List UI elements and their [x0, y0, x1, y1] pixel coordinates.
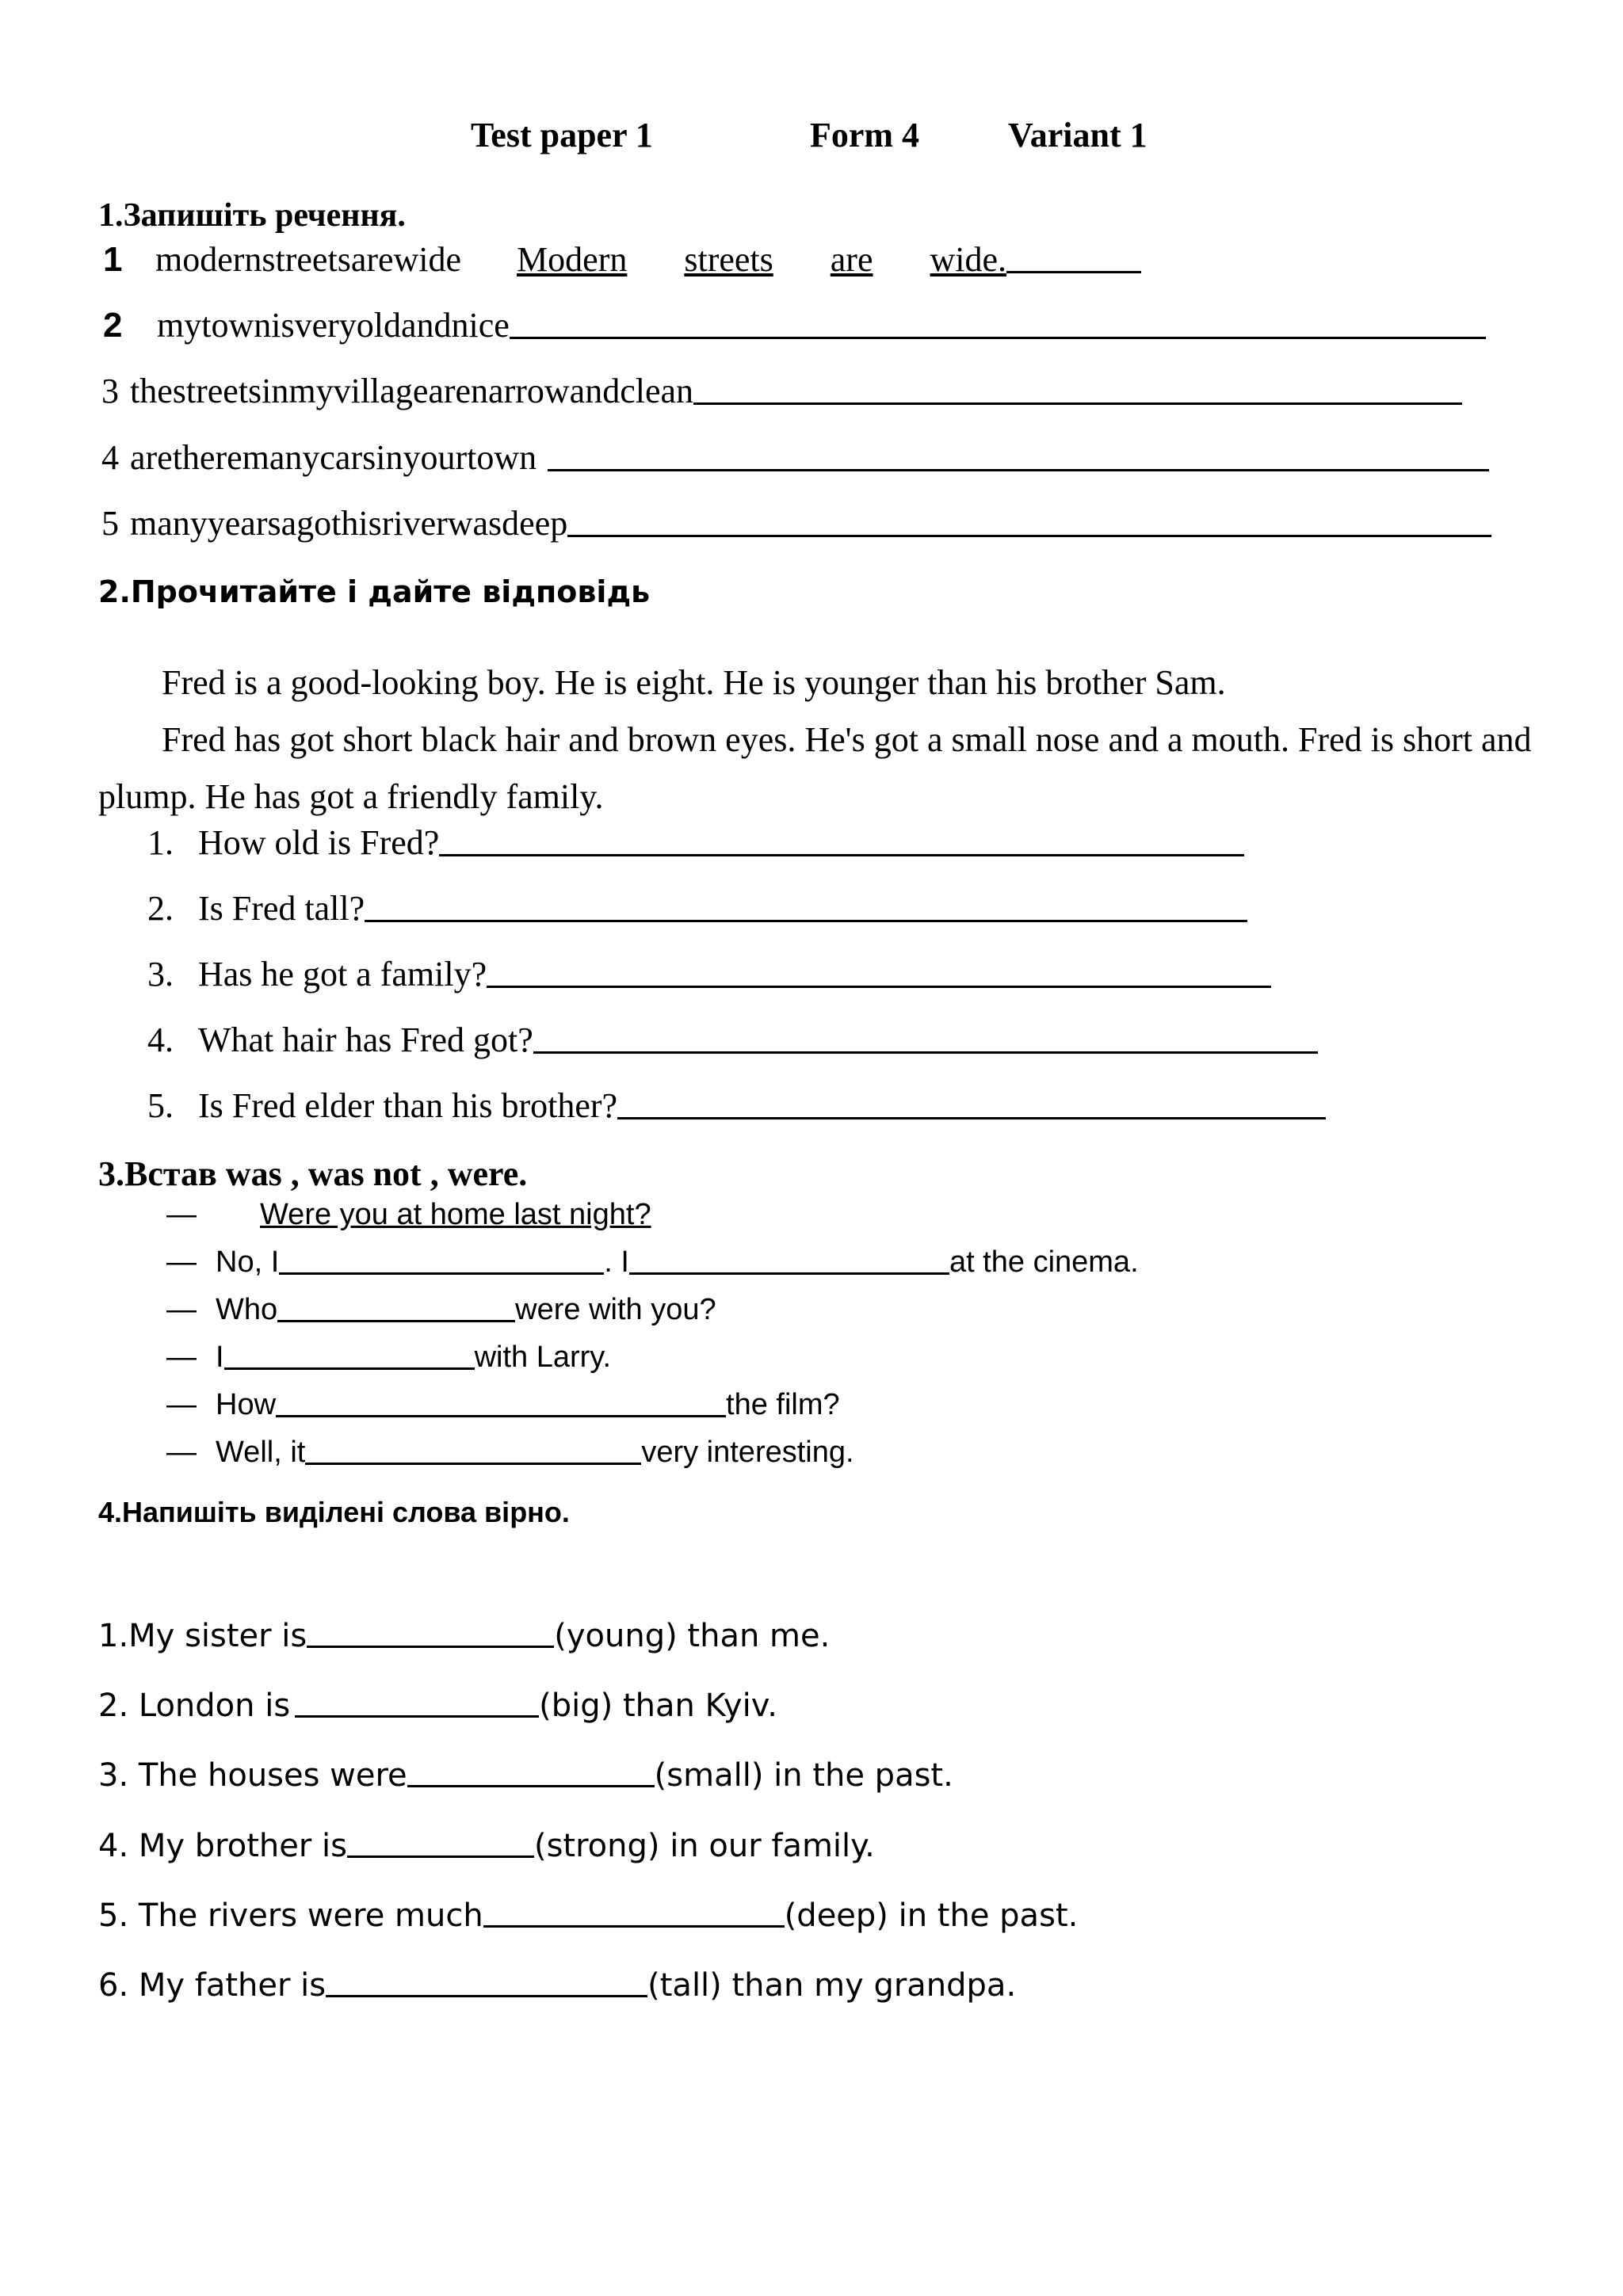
section4-item-1: 1.My sister is (young) than me. — [98, 1618, 831, 1654]
dialogue-line-4: — How the film? — [166, 1388, 840, 1421]
answer-blank[interactable] — [629, 1272, 949, 1275]
answer-blank[interactable] — [548, 468, 1489, 471]
answer-blank[interactable] — [347, 1855, 534, 1858]
section4-title: 4.Напишіть виділені слова вірно. — [98, 1496, 570, 1528]
reading-paragraph-1: Fred is a good-looking boy. He is eight. He is younger than his brother Sam. — [162, 663, 1226, 702]
item-number: 5 — [101, 504, 119, 543]
reading-text — [98, 654, 1533, 826]
dialogue-line-3: — I with Larry. — [166, 1341, 612, 1374]
dialogue-line-1: — No, I . I at the cinema. — [166, 1245, 1139, 1279]
question-text: Is Fred tall? — [198, 889, 365, 928]
answer-blank[interactable] — [326, 1994, 647, 1997]
section1-title: 1.Запишіть речення. — [98, 197, 406, 234]
section4-item-2: 2. London is (big) than Kyiv. — [98, 1688, 777, 1724]
scrambled-sentence: thestreetsinmyvillagearenarrowandclean — [130, 372, 694, 410]
dialogue-example — [166, 1198, 651, 1232]
section1-item-2 — [98, 305, 1486, 345]
item-number: 2 — [103, 306, 123, 345]
variant-label: Variant 1 — [1008, 116, 1148, 154]
question-2: 2. Is Fred tall? — [147, 888, 1247, 929]
answer-blank[interactable] — [510, 336, 1486, 339]
answer-blank[interactable] — [487, 985, 1271, 988]
scrambled-sentence: manyyearsagothisriverwasdeep — [130, 504, 568, 543]
form-label: Form 4 — [810, 116, 920, 154]
example-line: Were you at home last night? — [260, 1198, 651, 1231]
section1-item-1 — [98, 239, 1141, 280]
answer-blank[interactable] — [295, 1714, 539, 1718]
section4-item-4: 4. My brother is (strong) in our family. — [98, 1828, 875, 1864]
answer-blank[interactable] — [407, 1784, 655, 1787]
question-text: How old is Fred? — [198, 823, 440, 862]
answer-blank[interactable] — [307, 1645, 554, 1648]
answer-blank[interactable] — [279, 1272, 604, 1275]
answer-blank[interactable] — [693, 402, 1462, 405]
test-title: Test paper 1 — [471, 116, 653, 154]
answer-blank[interactable] — [617, 1116, 1326, 1119]
answer-blank[interactable] — [276, 1414, 726, 1417]
answer-blank[interactable] — [439, 853, 1244, 856]
question-3: 3. Has he got a family? — [147, 954, 1271, 994]
question-text: Has he got a family? — [198, 955, 487, 994]
section1-item-3 — [98, 371, 1462, 411]
question-4: 4. What hair has Fred got? — [147, 1020, 1318, 1060]
answer-blank[interactable] — [1006, 270, 1141, 273]
answer-blank[interactable] — [305, 1462, 641, 1465]
section4-item-5: 5. The rivers were much (deep) in the past. — [98, 1897, 1079, 1934]
item-number: 3 — [101, 372, 119, 410]
answer-blank[interactable] — [567, 534, 1491, 537]
answer-blank[interactable] — [365, 919, 1247, 922]
dialogue-line-2: — Who were with you? — [166, 1293, 716, 1326]
question-text: Is Fred elder than his brother? — [198, 1086, 618, 1125]
example-answer: Modern streets are wide. — [517, 240, 1007, 279]
reading-paragraph-2: Fred has got short black hair and brown eyes. He's got a small nose and a mouth. Fred is short and plump. He has got a friendly family. — [98, 720, 1532, 816]
section4-item-6: 6. My father is (tall) than my grandpa. — [98, 1967, 1017, 2004]
header — [0, 115, 1623, 162]
section3-title: 3.Встав was , was not , were. — [98, 1154, 528, 1193]
question-1: 1. How old is Fred? — [147, 822, 1244, 863]
item-number: 4 — [101, 438, 119, 477]
item-number: 1 — [103, 240, 123, 279]
question-5: 5. Is Fred elder than his brother? — [147, 1085, 1326, 1126]
answer-blank[interactable] — [224, 1367, 475, 1370]
section2-title: 2.Прочитайте і дайте відповідь — [98, 574, 651, 609]
answer-blank[interactable] — [533, 1051, 1318, 1054]
scrambled-sentence: modernstreetsarewide — [155, 240, 462, 279]
dash: — — [166, 1198, 197, 1231]
dialogue-line-5: — Well, it very interesting. — [166, 1436, 854, 1469]
answer-blank[interactable] — [483, 1924, 785, 1928]
section4-item-3: 3. The houses were (small) in the past. — [98, 1757, 953, 1794]
scrambled-sentence: aretheremanycarsinyourtown — [130, 438, 537, 477]
question-text: What hair has Fred got? — [198, 1020, 533, 1059]
answer-blank[interactable] — [277, 1319, 515, 1322]
section1-item-4 — [98, 437, 1489, 478]
scrambled-sentence: mytownisveryoldandnice — [157, 306, 510, 345]
section1-item-5 — [98, 503, 1491, 543]
